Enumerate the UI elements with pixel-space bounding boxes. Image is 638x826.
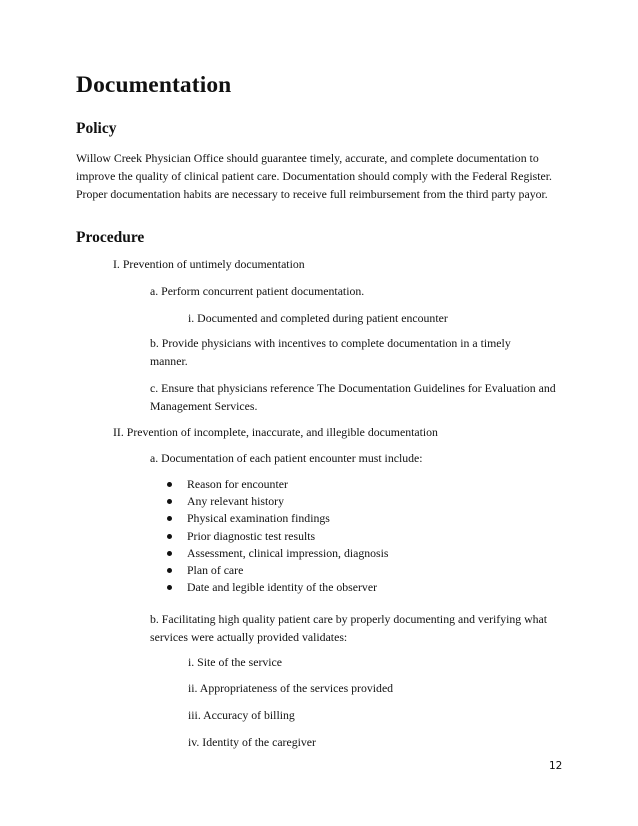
bullet-icon: [167, 568, 172, 573]
bullet-icon: [167, 499, 172, 504]
section-2-item-b: b. Facilitating high quality patient care by properly documenting and verifying what services were actually provided validates:: [150, 612, 548, 644]
bullet-icon: [167, 534, 172, 539]
policy-heading: Policy: [76, 120, 117, 137]
section-2-item-b-i: i. Site of the service: [188, 655, 283, 669]
bullet-icon: [167, 585, 172, 590]
section-2-item-b-iii: iii. Accuracy of billing: [188, 708, 295, 722]
bullet-icon: [167, 516, 172, 521]
page-title: Documentation: [76, 72, 232, 98]
section-2-item-a: a. Documentation of each patient encounter must include:: [150, 451, 423, 465]
encounter-requirements-list: [163, 477, 389, 597]
list-item: Prior diagnostic test results: [163, 529, 389, 546]
section-1-item-b: b. Provide physicians with incentives to complete documentation in a timely manner.: [150, 336, 511, 368]
section-2-item-b-iv: iv. Identity of the caregiver: [188, 735, 316, 749]
section-1-title: I. Prevention of untimely documentation: [113, 257, 305, 271]
list-item: Date and legible identity of the observer: [163, 580, 389, 597]
bullet-icon: [167, 551, 172, 556]
section-2-title: II. Prevention of incomplete, inaccurate, and illegible documentation: [113, 425, 438, 439]
list-item: Reason for encounter: [163, 477, 389, 494]
list-item: Plan of care: [163, 563, 389, 580]
section-1-item-c: c. Ensure that physicians reference The Documentation Guidelines for Evaluation and Management Services.: [150, 381, 556, 413]
procedure-heading: Procedure: [76, 229, 145, 246]
list-item: Physical examination findings: [163, 511, 389, 528]
policy-text: Willow Creek Physician Office should guarantee timely, accurate, and complete documentation to improve the quality of clinical patient care. Documentation should comply with the Federal Register. Proper documentation habits are necessary to receive full reimbursement from the third party payor.: [76, 151, 553, 201]
list-item: Any relevant history: [163, 494, 389, 511]
section-1-item-a-i: i. Documented and completed during patient encounter: [188, 311, 448, 325]
section-2-item-b-ii: ii. Appropriateness of the services provided: [188, 681, 394, 695]
bullet-icon: [167, 482, 172, 487]
list-item: Assessment, clinical impression, diagnosis: [163, 546, 389, 563]
section-1-item-a: a. Perform concurrent patient documentation.: [150, 284, 365, 298]
page-number: 12: [549, 760, 563, 772]
